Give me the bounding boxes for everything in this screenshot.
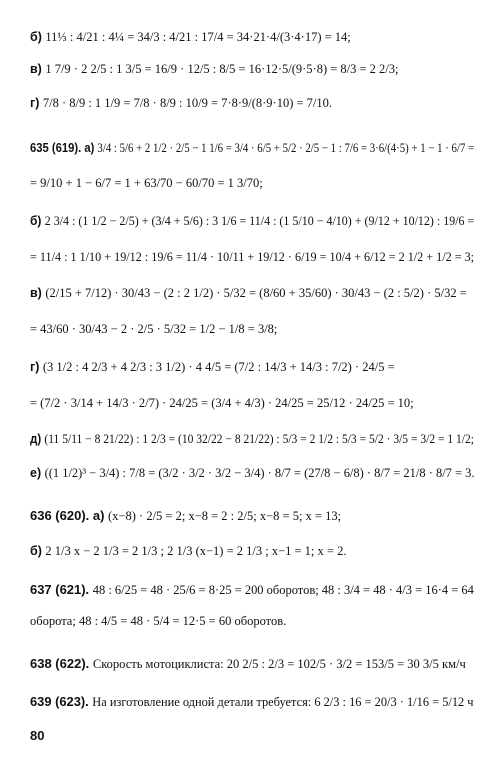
solution-line: [30, 582, 474, 598]
solution-text: = 43/60 · 30/43 − 2 · 2/5 · 5/32 = 1/2 − 1/8 = 3/8;: [30, 322, 278, 336]
solution-text: 1 7/9 · 2 2/5 : 1 3/5 = 16/9 · 12/5 : 8/5 = 16·12·5/(9·5·8) = 8/3 = 2 2/3;: [45, 62, 399, 76]
problem-label: г): [30, 96, 43, 110]
solution-text: 48 : 6/25 = 48 · 25/6 = 8·25 = 200 оборотов; 48 : 3/4 = 48 · 4/3 = 16·4 = 64: [92, 583, 474, 597]
problem-label: 635 (619). а): [30, 140, 98, 155]
solution-line: [30, 286, 467, 301]
problem-label: в): [30, 286, 46, 300]
solution-line: [30, 140, 474, 156]
solution-text: (3 1/2 : 4 2/3 + 4 2/3 : 3 1/2) · 4 4/5 = (7/2 : 14/3 + 14/3 : 7/2) · 24/5 =: [42, 360, 395, 374]
solution-text: Скорость мотоциклиста: 20 2/5 : 2/3 = 102/5 · 3/2 = 153/5 = 30 3/5 км/ч: [92, 657, 466, 671]
problem-label: е): [30, 466, 45, 480]
solution-line: [30, 396, 414, 411]
solution-text: 7/8 · 8/9 : 1 1/9 = 7/8 · 8/9 : 10/9 = 7·8·9/(8·9·10) = 7/10.: [42, 96, 333, 110]
problem-label: в): [30, 62, 46, 76]
solution-line: [30, 614, 286, 629]
solution-line: [30, 656, 466, 672]
solution-line: [30, 508, 341, 524]
solution-text: = 11/4 : 1 1/10 + 19/12 : 19/6 = 11/4 · 10/11 + 19/12 · 6/19 = 10/4 + 6/12 = 2 1/2 + 1/2 = 3;: [30, 250, 475, 264]
solution-text: На изготовление одной детали требуется: 6 2/3 : 16 = 20/3 · 1/16 = 5/12 ч: [92, 695, 474, 709]
problem-label: 639 (623).: [30, 694, 93, 709]
problem-label: г): [30, 360, 43, 374]
solution-line: [30, 30, 351, 45]
solution-text: (x−8) · 2/5 = 2; x−8 = 2 : 2/5; x−8 = 5; x = 13;: [108, 509, 342, 523]
solution-text: 3/4 : 5/6 + 2 1/2 · 2/5 − 1 1/6 = 3/4 · 6/5 + 5/2 · 2/5 − 1 : 7/6 = 3·6/(4·5) + 1 − 1 · 6/7 =: [97, 141, 475, 155]
problem-label: 638 (622).: [30, 656, 93, 671]
solution-line: [30, 96, 332, 111]
solution-text: (2/15 + 7/12) · 30/43 − (2 : 2 1/2) · 5/32 = (8/60 + 35/60) · 30/43 − (2 : 5/2) · 5/32 =: [45, 286, 467, 300]
solution-line: [30, 466, 475, 481]
solution-line: [30, 214, 474, 229]
solution-text: оборота; 48 : 4/5 = 48 · 5/4 = 12·5 = 60 оборотов.: [30, 614, 287, 628]
solution-text: 11⅓ : 4/21 : 4¼ = 34/3 : 4/21 : 17/4 = 34·21·4/(3·4·17) = 14;: [45, 30, 351, 44]
problem-label: 636 (620). а): [30, 508, 109, 523]
solution-line: [30, 322, 277, 337]
problem-label: б): [30, 214, 45, 228]
solution-line: [30, 694, 474, 710]
problem-label: д): [30, 432, 45, 446]
solution-text: = (7/2 · 3/14 + 14/3 · 2/7) · 24/25 = (3/4 + 4/3) · 24/25 = 25/12 · 24/25 = 10;: [30, 396, 414, 410]
solution-text: 2 3/4 : (1 1/2 − 2/5) + (3/4 + 5/6) : 3 1/6 = 11/4 : (1 5/10 − 4/10) + (9/12 + 10/12) : 19/6 =: [44, 214, 475, 228]
problem-label: 637 (621).: [30, 582, 93, 597]
problem-label: б): [30, 30, 46, 44]
solution-text: ((1 1/2)³ − 3/4) : 7/8 = (3/2 · 3/2 · 3/2 − 3/4) · 8/7 = (27/8 − 6/8) · 8/7 = 21/8 · 8/7 = 3.: [44, 466, 475, 480]
solution-line: [30, 62, 399, 77]
page-number: 80: [30, 728, 45, 743]
solution-line: [30, 250, 474, 265]
solution-text: 2 1/3 x − 2 1/3 = 2 1/3 ; 2 1/3 (x−1) = 2 1/3 ; x−1 = 1; x = 2.: [45, 544, 347, 558]
solution-text: = 9/10 + 1 − 6/7 = 1 + 63/70 − 60/70 = 1 3/70;: [30, 176, 263, 190]
solution-line: [30, 176, 263, 191]
solution-line: [30, 360, 395, 375]
solution-line: [30, 544, 346, 559]
solution-text: (11 5/11 − 8 21/22) : 1 2/3 = (10 32/22 − 8 21/22) : 5/3 = 2 1/2 : 5/3 = 5/2 · 3/5 = 3/2 = 1 1/2;: [44, 432, 474, 446]
solution-line: [30, 432, 474, 447]
problem-label: б): [30, 544, 46, 558]
